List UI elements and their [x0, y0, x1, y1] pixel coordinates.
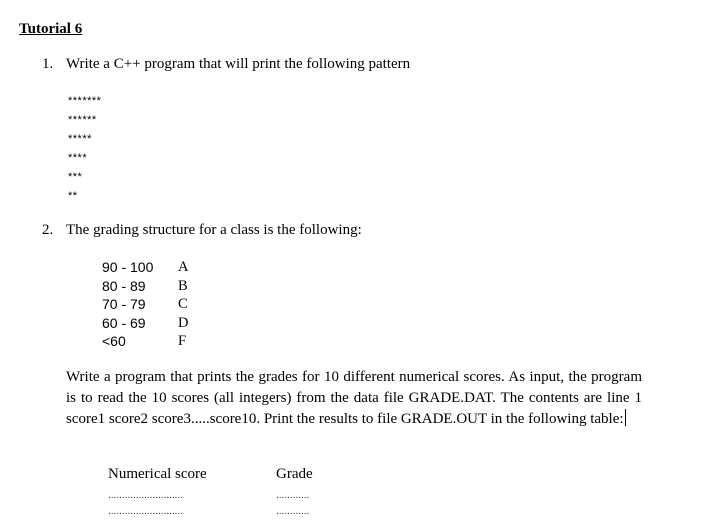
table-dots-score: ........................... [108, 506, 184, 517]
grade-letter: A [178, 259, 189, 275]
grade-range: 80 - 89 [102, 278, 146, 294]
question-2-number: 2. [42, 222, 54, 238]
table-header-numerical-score: Numerical score [108, 466, 207, 482]
text-cursor [625, 409, 626, 426]
table-dots-score: ........................... [108, 490, 184, 501]
paragraph-text: Write a program that prints the grades for 10 different numerical scores. As input, the program is to read the 10 scores (all integers) from the data file GRADE.DAT. The contents are line 1 score1 score2 score3.....score10. Print the results to file GRADE.OUT in the following table: [66, 369, 642, 427]
question-1-number: 1. [42, 56, 54, 72]
pattern-line-5: *** [68, 171, 83, 183]
grade-letter: B [178, 278, 188, 294]
document-title: Tutorial 6 [19, 21, 83, 37]
pattern-line-4: **** [68, 152, 88, 164]
table-header-grade: Grade [276, 466, 313, 482]
grade-range: 70 - 79 [102, 296, 146, 312]
table-dots-grade: ............ [276, 506, 310, 517]
grade-range: <60 [102, 333, 126, 349]
table-dots-grade: ............ [276, 490, 310, 501]
pattern-line-1: ******* [68, 95, 102, 107]
question-2-text: The grading structure for a class is the following: [66, 222, 362, 238]
pattern-line-3: ***** [68, 133, 92, 145]
pattern-line-2: ****** [68, 114, 97, 126]
question-1-text: Write a C++ program that will print the following pattern [66, 56, 411, 72]
grade-letter: C [178, 296, 188, 312]
grade-letter: D [178, 315, 189, 331]
pattern-line-6: ** [68, 190, 78, 202]
question-2-paragraph [66, 367, 642, 430]
grade-range: 60 - 69 [102, 315, 146, 331]
grade-range: 90 - 100 [102, 259, 154, 275]
grade-letter: F [178, 333, 187, 349]
